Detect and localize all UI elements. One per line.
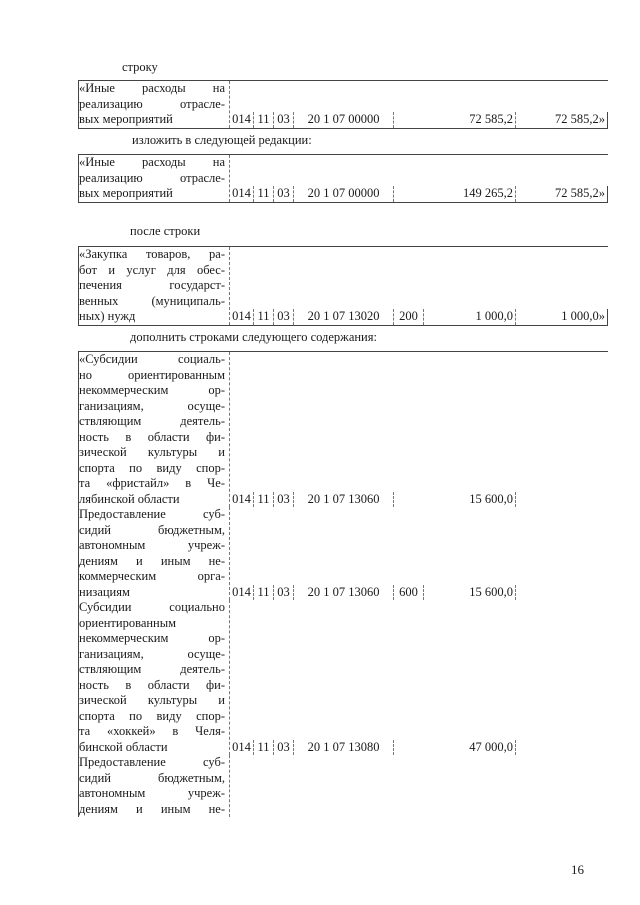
cell-cs: 20 1 07 13060 [294,585,394,601]
cell-cs: 20 1 07 13020 [294,309,394,325]
cell-amount-1: 47 000,0 [424,740,516,756]
cell-gr: 014 [230,740,254,756]
row-name: Предоставление суб- сидий бюджетным, автономным учреж- дениям и иным не- коммерческим орга- низациям [78,507,230,600]
cell-cs: 20 1 07 00000 [294,112,394,128]
cell-amount-1: 15 600,0 [424,585,516,601]
cell-amount-1: 15 600,0 [424,492,516,508]
budget-table-row [78,154,608,203]
cell-rz: 11 [254,112,274,128]
cell-amount-2: 72 585,2» [516,112,608,128]
cell-cs: 20 1 07 00000 [294,186,394,202]
cell-pr: 03 [274,585,294,601]
row-name: «Закупка товаров, ра- бот и услуг для обес- печения государст- венных (муниципаль- ных) нужд [78,247,230,325]
row-name: «Иные расходы на реализацию отрасле- вых мероприятий [78,155,230,202]
budget-table-block [78,351,608,817]
cell-pr: 03 [274,186,294,202]
cell-pr: 03 [274,112,294,128]
cell-gr: 014 [230,492,254,508]
budget-table-row [78,246,608,326]
caption-line: дополнить строками следующего содержания: [130,330,377,344]
cell-gr: 014 [230,112,254,128]
budget-table-row [78,600,608,755]
cell-vr: 600 [394,585,424,601]
caption-line: после строки [130,224,201,238]
cell-amount-2: 72 585,2» [516,186,608,202]
caption-line: строку [122,60,158,74]
cell-amount-2: 1 000,0» [516,309,608,325]
row-name: «Иные расходы на реализацию отрасле- вых мероприятий [78,81,230,128]
page-number: 16 [571,862,584,877]
cell-gr: 014 [230,186,254,202]
budget-table-row [78,352,608,507]
budget-table-row [78,80,608,129]
row-name: «Субсидии социаль- но ориентированным некоммерческим ор- ганизациям, осуще- ствляющим деятель- ность в области фи- зической культуры и спорта по виду спор- та «фристайл» в Че- лябинской области [78,352,230,507]
budget-table-row [78,507,608,600]
cell-cs: 20 1 07 13080 [294,740,394,756]
row-name: Предоставление суб- сидий бюджетным, автономным учреж- дениям и иным не- [78,755,230,817]
cell-gr: 014 [230,309,254,325]
cell-rz: 11 [254,309,274,325]
cell-cs: 20 1 07 13060 [294,492,394,508]
cell-rz: 11 [254,186,274,202]
row-name: Субсидии социально ориентированным некоммерческим ор- ганизациям, осуще- ствляющим деятель- ность в области фи- зической культуры и спорта по виду спор- та «хоккей» в Челя- бинской области [78,600,230,755]
cell-vr: 200 [394,309,424,325]
cell-rz: 11 [254,585,274,601]
cell-amount-1: 72 585,2 [424,112,516,128]
cell-amount-1: 1 000,0 [424,309,516,325]
cell-pr: 03 [274,492,294,508]
cell-pr: 03 [274,309,294,325]
budget-table-row [78,755,608,817]
cell-rz: 11 [254,740,274,756]
caption-line: изложить в следующей редакции: [132,133,312,147]
cell-rz: 11 [254,492,274,508]
cell-gr: 014 [230,585,254,601]
cell-amount-1: 149 265,2 [424,186,516,202]
cell-pr: 03 [274,740,294,756]
